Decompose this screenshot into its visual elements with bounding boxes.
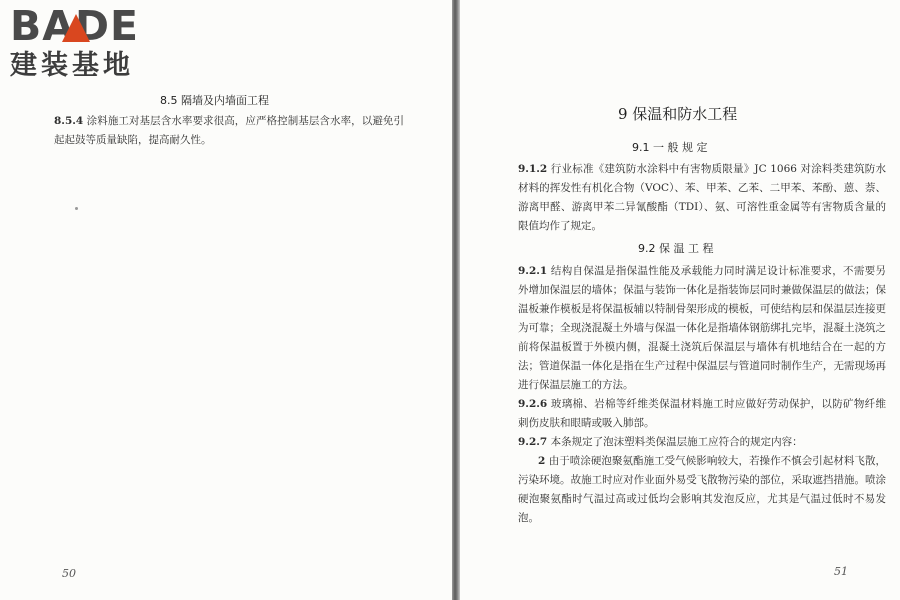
paragraph-9-1-2 xyxy=(518,160,886,236)
paragraph-8-5-4 xyxy=(54,112,404,150)
logo-brand-text: BADE xyxy=(10,2,140,50)
page-number-left: 50 xyxy=(62,567,76,580)
paragraph-number: 9.1.2 xyxy=(518,163,548,175)
chapter-9-title: 9 保温和防水工程 xyxy=(618,105,738,123)
paragraph-9-2-7 xyxy=(518,433,886,452)
bade-logo xyxy=(10,4,180,84)
paragraph-number: 8.5.4 xyxy=(54,115,84,127)
logo-triangle-icon xyxy=(62,14,90,42)
paragraph-9-2-1 xyxy=(518,262,886,395)
page-number-right: 51 xyxy=(834,565,848,578)
paragraph-text: 结构自保温是指保温性能及承载能力同时满足设计标准要求，不需要另外增加保温层的墙体；保温与装饰一体化是指装饰层同时兼做保温层的做法；保温板兼作模板是将保温板辅以特制骨架形成的模板，可使结构层和保温层连接更为可靠；全现浇混凝土外墙与保温一体化是指墙体钢筋绑扎完毕，混凝土浇筑之前将保温板置于外模内侧，混凝土浇筑后保温层与墙体有机地结合在一起的方法；管道保温一体化是指在生产过程中保温层与管道同时制作生产，无需现场再进行保温层施工的方法。 xyxy=(518,265,887,391)
paragraph-text: 行业标准《建筑防水涂料中有害物质限量》JC 1066 对涂料类建筑防水材料的挥发性有机化合物（VOC）、苯、甲苯、乙苯、二甲苯、苯酚、蒽、萘、游离甲醛、游离甲苯二异氰酸酯（TDI）、氨、可溶性重金属等有害物质含量的限值均作了规定。 xyxy=(518,163,887,232)
item-number: 2 xyxy=(538,455,546,467)
scan-speck xyxy=(75,207,78,210)
book-gutter xyxy=(452,0,460,600)
paragraph-9-2-7-item-2 xyxy=(518,452,886,528)
paragraph-text: 玻璃棉、岩棉等纤维类保温材料施工时应做好劳动保护，以防矿物纤维刺伤皮肤和眼睛或吸入肺部。 xyxy=(518,398,887,429)
paragraph-number: 9.2.1 xyxy=(518,265,548,277)
logo-subtitle: 建装基地 xyxy=(10,50,134,81)
section-9-2-title: 9.2 保 温 工 程 xyxy=(638,242,714,255)
section-9-1-title: 9.1 一 般 规 定 xyxy=(632,141,708,154)
paragraph-text: 本条规定了泡沫塑料类保温层施工应符合的规定内容： xyxy=(550,436,803,448)
paragraph-number: 9.2.6 xyxy=(518,398,548,410)
paragraph-9-2-6 xyxy=(518,395,886,433)
item-text: 由于喷涂硬泡聚氨酯施工受气候影响较大，若操作不慎会引起材料飞散，污染环境。故施工时应对作业面外易受飞散物污染的部位，采取遮挡措施。喷涂硬泡聚氨酯时气温过高或过低均会影响其发泡反应，尤其是气温过低时不易发泡。 xyxy=(518,455,887,524)
paragraph-number: 9.2.7 xyxy=(518,436,548,448)
right-page xyxy=(460,0,900,600)
paragraph-text: 涂料施工对基层含水率要求很高，应严格控制基层含水率，以避免引起起鼓等质量缺陷，提高耐久性。 xyxy=(54,115,404,146)
section-8-5-title: 8.5 隔墙及内墙面工程 xyxy=(160,94,269,107)
